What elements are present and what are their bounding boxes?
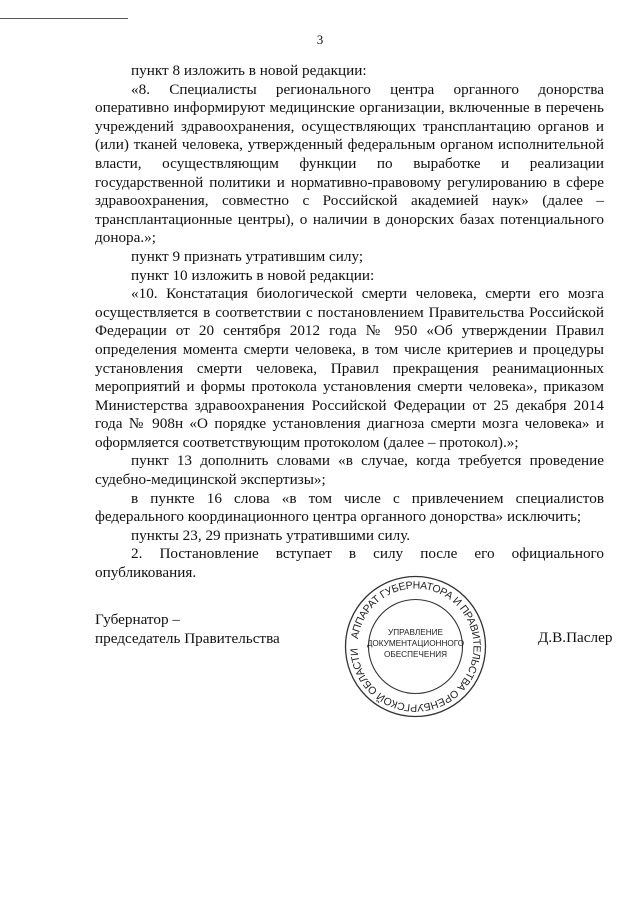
paragraph: «8. Специалисты регионального центра органного донорства оперативно информируют медицинские организации, включенные в перечень учреждений здравоохранения, осуществляющих трансплантацию органов и (или) тканей человека, утвержденный федеральным органом исполнительной власти, осуществляющим функции по выработке и реализации государственной политики и нормативно-правовому регулированию в сфере здравоохранения, совместно с Российской академией наук» (далее – трансплантационные центры), о наличии в донорских базах потенциального донора.»; xyxy=(95,80,604,247)
document-body xyxy=(95,62,604,583)
page-number: 3 xyxy=(316,32,324,47)
corner-rule xyxy=(0,18,128,19)
official-stamp xyxy=(343,574,488,719)
paragraph: 2. Постановление вступает в силу после его официального опубликования. xyxy=(95,545,604,582)
paragraph: в пункте 16 слова «в том числе с привлечением специалистов федерального координационного центра органного донорства» исключить; xyxy=(95,489,604,526)
signatory-title-line1: Губернатор – xyxy=(95,611,180,628)
paragraph: пункт 8 изложить в новой редакции: xyxy=(131,62,367,79)
signatory-title xyxy=(95,610,280,648)
paragraph: «10. Констатация биологической смерти человека, смерти его мозга осуществляется в соответствии с постановлением Правительства Российской Федерации от 20 сентября 2012 года № 950 «Об утверждении Правил определения момента смерти человека, в том числе критериев и процедуры установления смерти человека, Правил прекращения реанимационных мероприятий и формы протокола установления смерти человека», приказом Министерства здравоохранения Российской Федерации от 25 декабря 2014 года № 908н «О порядке установления диагноза смерти мозга человека» и оформляется соответствующим протоколом (далее – протокол).»; xyxy=(95,285,604,451)
stamp-center-line1: УПРАВЛЕНИЕ xyxy=(388,628,443,637)
stamp-ring-text: АППАРАТ ГУБЕРНАТОРА И ПРАВИТЕЛЬСТВА ОРЕНБУРГСКОЙ ОБЛАСТИ xyxy=(348,579,483,714)
paragraph: пункты 23, 29 признать утратившими силу. xyxy=(131,526,411,544)
signatory-name: Д.В.Паслер xyxy=(538,629,613,646)
paragraph: пункт 13 дополнить словами «в случае, когда требуется проведение судебно-медицинской экспертизы»; xyxy=(95,452,604,489)
signatory-title-line2: председатель Правительства xyxy=(95,630,280,647)
stamp-center-line2: ДОКУМЕНТАЦИОННОГО xyxy=(366,639,465,648)
stamp-center-line3: ОБЕСПЕЧЕНИЯ xyxy=(383,650,448,659)
paragraph: пункт 10 изложить в новой редакции: xyxy=(131,266,375,284)
paragraph: пункт 9 признать утратившим силу; xyxy=(131,247,364,265)
